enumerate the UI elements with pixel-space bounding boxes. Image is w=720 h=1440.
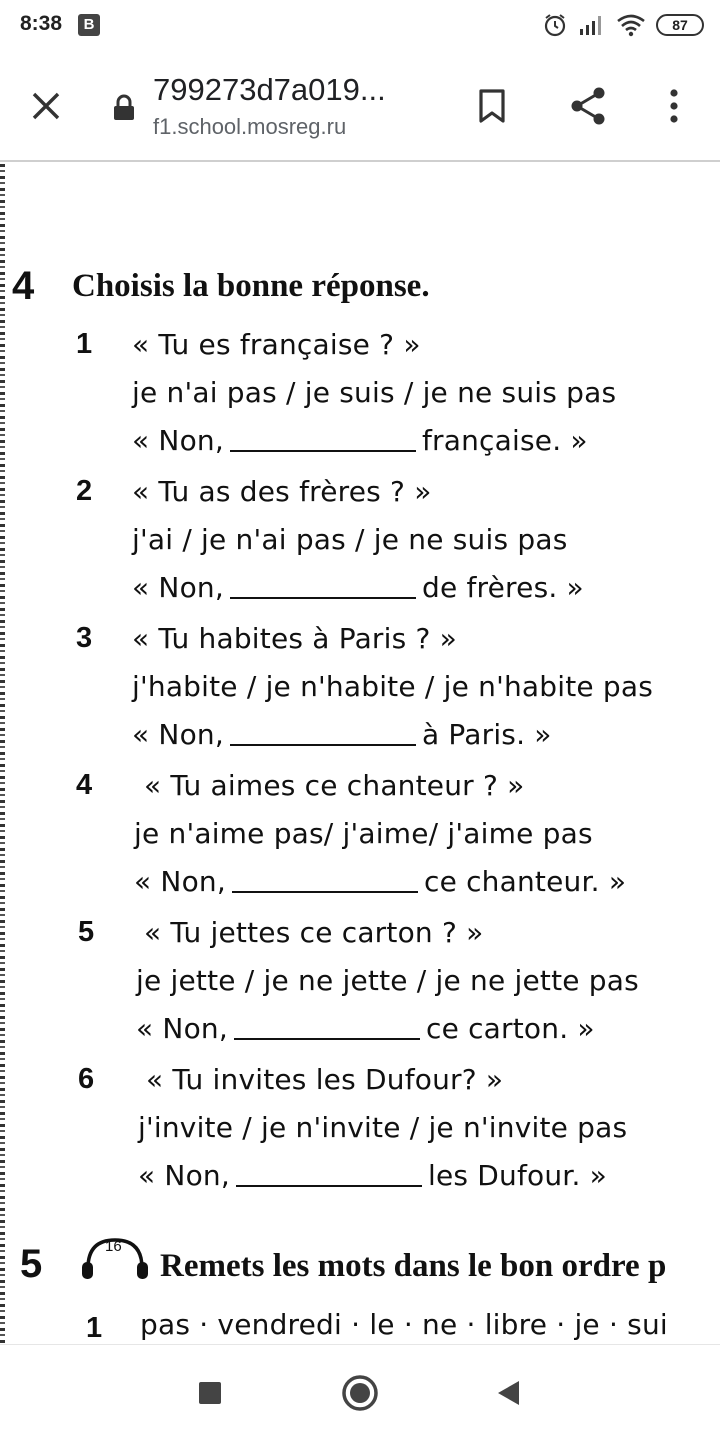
answer-options: j'invite / je n'invite / je n'invite pas	[138, 1111, 628, 1144]
lock-icon	[112, 94, 136, 122]
battery-icon	[656, 14, 704, 36]
wifi-icon	[616, 13, 646, 37]
back-triangle-icon[interactable]	[488, 1373, 528, 1413]
answer-sentence	[134, 865, 626, 898]
question-text: « Tu invites les Dufour? »	[146, 1063, 504, 1096]
battery-level: 87	[672, 17, 688, 33]
question-text: « Tu es française ? »	[132, 328, 421, 361]
exercise-title: Remets les mots dans le bon ordre p	[160, 1248, 667, 1284]
word-order-item: pas · vendredi · le · ne · libre · je · sui	[140, 1308, 668, 1341]
answer-blank	[230, 597, 416, 599]
question-number: 4	[76, 769, 93, 801]
recents-square-icon[interactable]	[190, 1373, 230, 1413]
answer-prefix: « Non,	[132, 571, 224, 604]
answer-suffix: les Dufour. »	[427, 1159, 607, 1192]
question-number: 5	[78, 916, 95, 948]
headphones-icon[interactable]	[78, 1234, 152, 1282]
answer-prefix: « Non,	[132, 424, 224, 457]
question-text: « Tu aimes ce chanteur ? »	[144, 769, 525, 802]
answer-prefix: « Non,	[134, 865, 226, 898]
question-number: 6	[78, 1063, 95, 1095]
status-bar	[0, 0, 720, 50]
alarm-icon	[542, 12, 568, 38]
question-text: « Tu jettes ce carton ? »	[144, 916, 484, 949]
question-number: 3	[76, 622, 93, 654]
status-time: 8:38	[20, 12, 63, 35]
question-item	[0, 916, 720, 1063]
question-item	[0, 475, 720, 622]
answer-options: je jette / je ne jette / je ne jette pas	[136, 964, 639, 997]
answer-blank	[232, 891, 418, 893]
answer-sentence	[138, 1159, 607, 1192]
answer-suffix: à Paris. »	[421, 718, 552, 751]
app-notification-badge: B	[78, 14, 100, 36]
more-vert-icon[interactable]	[652, 84, 696, 128]
answer-options: j'ai / je n'ai pas / je ne suis pas	[132, 523, 568, 556]
browser-toolbar	[0, 50, 720, 162]
bookmark-icon[interactable]	[470, 84, 514, 128]
answer-options: je n'aime pas/ j'aime/ j'aime pas	[134, 817, 593, 850]
signal-icon	[578, 13, 606, 37]
audio-track-number: 16	[105, 1238, 122, 1255]
answer-sentence	[132, 424, 588, 457]
question-item	[0, 769, 720, 916]
answer-sentence	[136, 1012, 595, 1045]
answer-blank	[236, 1185, 422, 1187]
answer-blank	[234, 1038, 420, 1040]
question-text: « Tu habites à Paris ? »	[132, 622, 457, 655]
answer-suffix: ce chanteur. »	[423, 865, 627, 898]
answer-options: j'habite / je n'habite / je n'habite pas	[132, 670, 654, 703]
question-item	[0, 1063, 720, 1210]
exercise-number: 4	[12, 264, 35, 308]
answer-sentence	[132, 571, 584, 604]
question-text: « Tu as des frères ? »	[132, 475, 432, 508]
answer-suffix: française. »	[421, 424, 588, 457]
system-nav-bar	[0, 1344, 720, 1440]
page-content[interactable]	[0, 164, 720, 1344]
answer-prefix: « Non,	[132, 718, 224, 751]
answer-suffix: de frères. »	[421, 571, 584, 604]
answer-sentence	[132, 718, 552, 751]
status-icons	[542, 10, 704, 40]
answer-options: je n'ai pas / je suis / je ne suis pas	[132, 376, 617, 409]
question-number: 1	[76, 328, 93, 360]
question-number: 2	[76, 475, 93, 507]
answer-blank	[230, 744, 416, 746]
exercise-title: Choisis la bonne réponse.	[72, 268, 430, 304]
share-icon[interactable]	[566, 84, 610, 128]
answer-blank	[230, 450, 416, 452]
answer-prefix: « Non,	[138, 1159, 230, 1192]
answer-suffix: ce carton. »	[425, 1012, 595, 1045]
question-number: 1	[86, 1312, 103, 1344]
exercise-number: 5	[20, 1242, 43, 1286]
question-item	[0, 328, 720, 475]
close-icon[interactable]	[26, 86, 66, 126]
home-circle-icon[interactable]	[340, 1373, 380, 1413]
page-title[interactable]: 799273d7a019...	[153, 72, 386, 107]
page-url[interactable]: f1.school.mosreg.ru	[153, 114, 347, 139]
question-item	[0, 622, 720, 769]
answer-prefix: « Non,	[136, 1012, 228, 1045]
